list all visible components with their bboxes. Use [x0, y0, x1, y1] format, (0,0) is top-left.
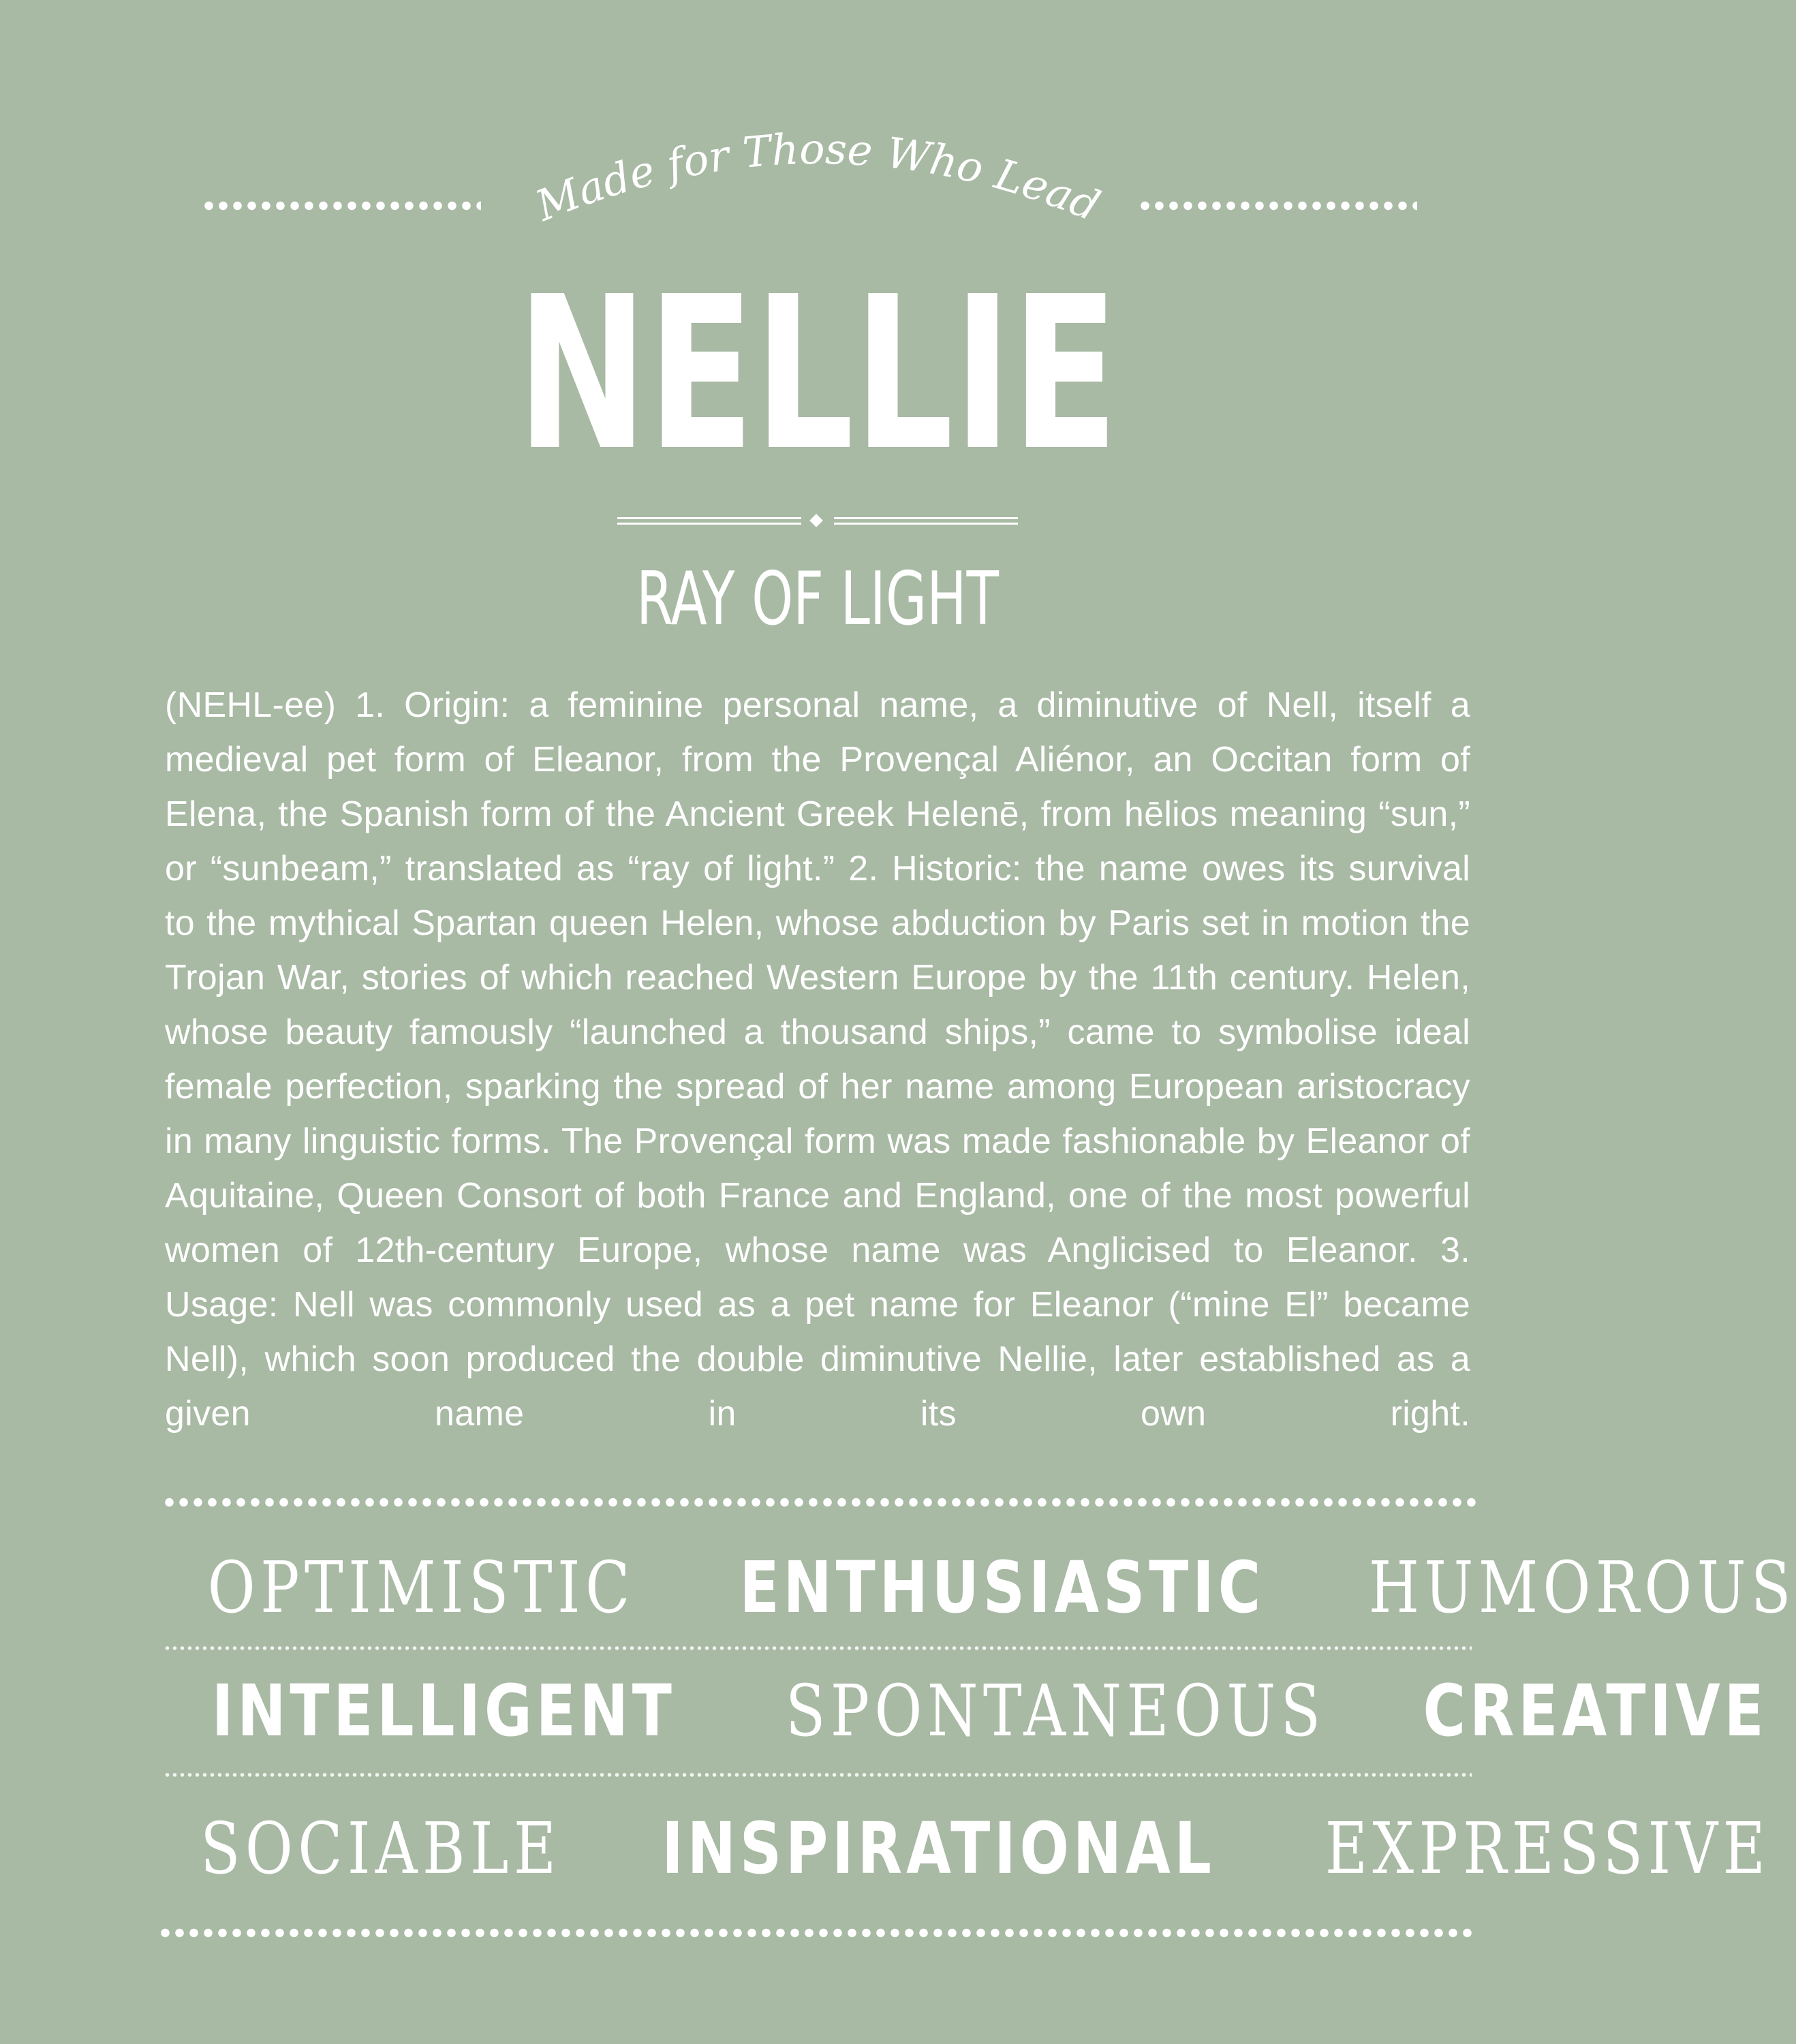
- trait-word: CREATIVE: [1423, 1669, 1768, 1752]
- traits-row-1: [161, 1546, 1796, 1629]
- traits-row-3: [161, 1807, 1770, 1890]
- trait-word: INTELLIGENT: [211, 1669, 676, 1752]
- divider-line-left-bottom: [617, 523, 801, 525]
- divider-line-right-top: [834, 517, 1018, 519]
- name-meaning: RAY OF LIGHT: [636, 557, 1000, 642]
- divider-line-right-bottom: [834, 523, 1018, 525]
- bottom-dot-divider: [158, 1928, 1477, 1938]
- definition-paragraph: (NEHL-ee) 1. Origin: a feminine personal name, a diminutive of Nell, itself a medieval pet form of Eleanor, from the Provençal Aliénor, an Occitan form of Elena, the Spanish form of the Ancient Greek Helenē, from hēlios meaning “sun,” or “sunbeam,” translated as “ray of light.” 2. Historic: the name owes its survival to the mythical Spartan queen Helen, whose abduction by Paris set in motion the Trojan War, stories of which reached Western Europe by the 11th century. Helen, whose beauty famously “launched a thousand ships,” came to symbolise ideal female perfection, sparking the spread of her name among European aristocracy in many linguistic forms. The Provençal form was made fashionable by Eleanor of Aquitaine, Queen Consort of both France and England, one of the most powerful women of 12th-century Europe, whose name was Anglicised to Eleanor. 3. Usage: Nell was commonly used as a pet name for Eleanor (“mine El” became Nell), which soon produced the double diminutive Nellie, later established as a given name in its own right.: [165, 685, 1470, 1434]
- tagline-arc: [518, 102, 1117, 238]
- traits-row-2: [161, 1669, 1768, 1752]
- traits-row-dot-divider-1: [164, 1646, 1472, 1650]
- trait-word: INSPIRATIONAL: [661, 1807, 1216, 1890]
- traits-top-dot-divider: [162, 1498, 1477, 1507]
- trait-word: EXPRESSIVE: [1325, 1807, 1770, 1890]
- trait-word: OPTIMISTIC: [207, 1546, 635, 1629]
- trait-word: HUMOROUS: [1368, 1546, 1796, 1629]
- name-title: NELLIE: [516, 251, 1119, 497]
- tagline-text: Made for Those Who Lead: [529, 123, 1107, 231]
- top-left-dot-divider: [202, 201, 481, 211]
- trait-word: ENTHUSIASTIC: [739, 1546, 1265, 1629]
- top-right-dot-divider: [1138, 201, 1417, 211]
- traits-row-dot-divider-2: [164, 1773, 1472, 1777]
- trait-word: SPONTANEOUS: [786, 1669, 1326, 1752]
- diamond-icon: [809, 514, 823, 527]
- trait-word: SOCIABLE: [200, 1807, 561, 1890]
- ornamental-divider: [617, 514, 1018, 528]
- divider-line-left-top: [617, 517, 801, 519]
